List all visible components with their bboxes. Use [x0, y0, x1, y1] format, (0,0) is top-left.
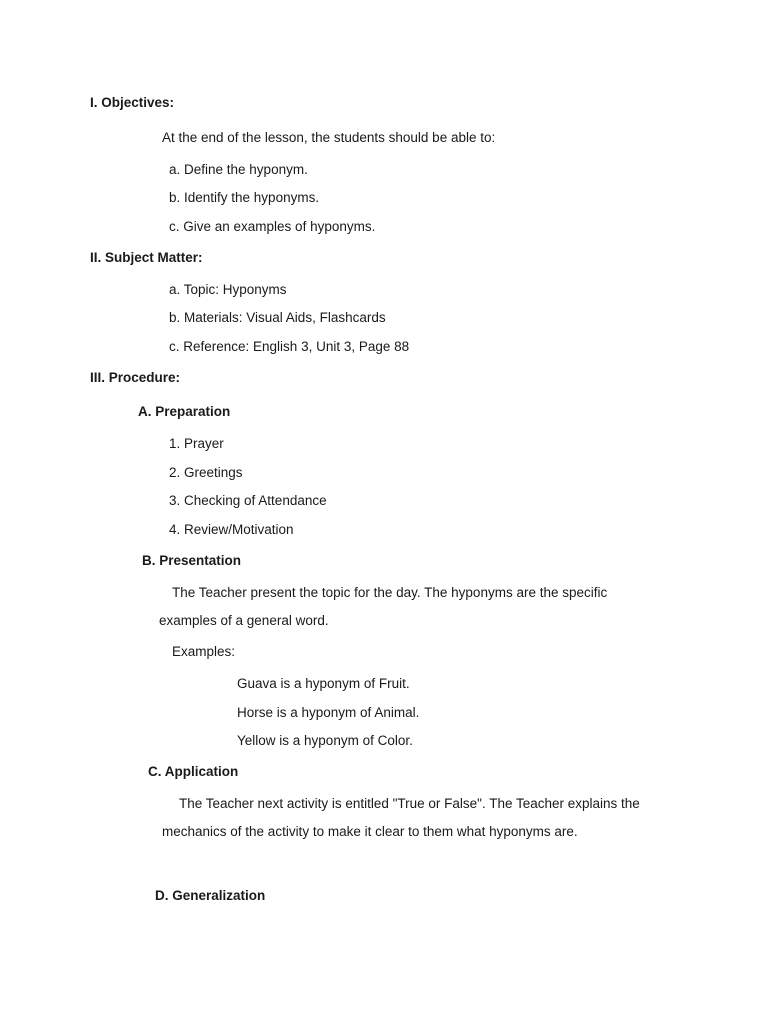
subject-matter-item: b. Materials: Visual Aids, Flashcards	[169, 310, 386, 325]
objective-item: a. Define the hyponym.	[169, 162, 308, 177]
objective-item: b. Identify the hyponyms.	[169, 190, 320, 205]
subject-matter-heading: II. Subject Matter:	[90, 250, 203, 265]
preparation-heading: A. Preparation	[138, 404, 231, 419]
preparation-item: 1. Prayer	[169, 436, 224, 451]
subject-matter-item: c. Reference: English 3, Unit 3, Page 88	[169, 339, 410, 354]
presentation-heading: B. Presentation	[142, 553, 242, 568]
example-item: Horse is a hyponym of Animal.	[237, 705, 420, 720]
application-paragraph-line: mechanics of the activity to make it clear to them what hyponyms are.	[162, 824, 578, 839]
preparation-item: 2. Greetings	[169, 465, 243, 480]
preparation-item: 3. Checking of Attendance	[169, 493, 327, 508]
generalization-heading: D. Generalization	[155, 888, 266, 903]
objectives-heading: I. Objectives:	[90, 95, 175, 110]
presentation-paragraph-line: examples of a general word.	[159, 613, 329, 628]
example-item: Guava is a hyponym of Fruit.	[237, 676, 410, 691]
preparation-item: 4. Review/Motivation	[169, 522, 294, 537]
example-item: Yellow is a hyponym of Color.	[237, 733, 413, 748]
presentation-paragraph-line: The Teacher present the topic for the day. The hyponyms are the specific	[172, 585, 608, 600]
application-heading: C. Application	[148, 764, 239, 779]
objectives-intro: At the end of the lesson, the students should be able to:	[162, 130, 496, 145]
procedure-heading: III. Procedure:	[90, 370, 181, 385]
objective-item: c. Give an examples of hyponyms.	[169, 219, 376, 234]
examples-label: Examples:	[172, 644, 236, 659]
application-paragraph-line: The Teacher next activity is entitled "True or False". The Teacher explains the	[179, 796, 640, 811]
subject-matter-item: a. Topic: Hyponyms	[169, 282, 287, 297]
